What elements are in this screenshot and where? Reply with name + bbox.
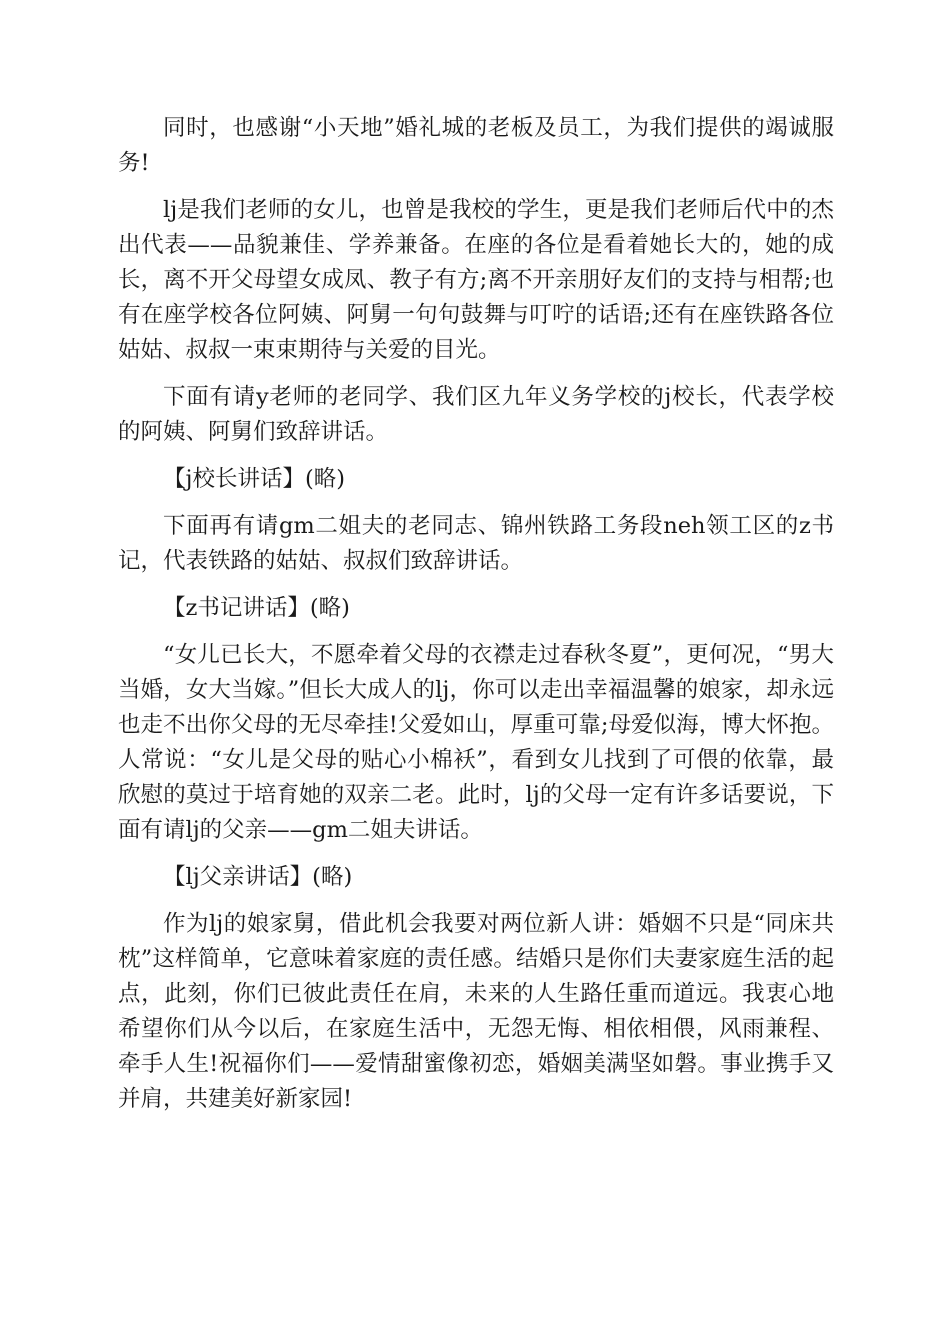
- paragraph-father-speech: 【lj父亲讲话】(略): [163, 864, 353, 890]
- paragraph-thanks-staff: 同时，也感谢“小天地”婚礼城的老板及员工，为我们提供的竭诚服务!: [118, 115, 834, 176]
- paragraph-invite-principal: 下面有请y老师的老同学、我们区九年义务学校的j校长，代表学校的阿姨、阿舅们致辞讲话。: [118, 384, 834, 445]
- paragraph-secretary-speech: 【z书记讲话】(略): [163, 595, 350, 621]
- paragraph-daughter-grown: “女儿已长大，不愿牵着父母的衣襟走过春秋冬夏”，更何况，“男大当婚，女大当嫁。”但长大成人的lj，你可以走出幸福温馨的娘家，却永远也走不出你父母的无尽牵挂!父爱如山，厚重可靠;母爱似海，博大怀抱。人常说：“女儿是父母的贴心小棉袄”，看到女儿找到了可偎的依靠，最欣慰的莫过于培育她的双亲二老。此时，lj的父母一定有许多话要说，下面有请lj的父亲——gm二姐夫讲话。: [118, 642, 834, 843]
- paragraph-uncle-blessing: 作为lj的娘家舅，借此机会我要对两位新人讲：婚姻不只是“同床共枕”这样简单，它意味着家庭的责任感。结婚只是你们夫妻家庭生活的起点，此刻，你们已彼此责任在肩，未来的人生路任重而道远。我衷心地希望你们从今以后，在家庭生活中，无怨无悔、相依相偎，风雨兼程、牵手人生!祝福你们——爱情甜蜜像初恋，婚姻美满坚如磐。事业携手又并肩，共建美好新家园!: [118, 911, 834, 1112]
- paragraph-bride-intro: lj是我们老师的女儿，也曾是我校的学生，更是我们老师后代中的杰出代表——品貌兼佳、学养兼备。在座的各位是看着她长大的，她的成长，离不开父母望女成凤、教子有方;离不开亲朋好友们的支持与相帮;也有在座学校各位阿姨、阿舅一句句鼓舞与叮咛的话语;还有在座铁路各位姑姑、叔叔一束束期待与关爱的目光。: [118, 197, 834, 363]
- paragraph-invite-secretary: 下面再有请gm二姐夫的老同志、锦州铁路工务段neh领工区的z书记，代表铁路的姑姑、叔叔们致辞讲话。: [118, 513, 834, 574]
- paragraph-principal-speech: 【j校长讲话】(略): [163, 466, 346, 492]
- document-page: [118, 111, 834, 1129]
